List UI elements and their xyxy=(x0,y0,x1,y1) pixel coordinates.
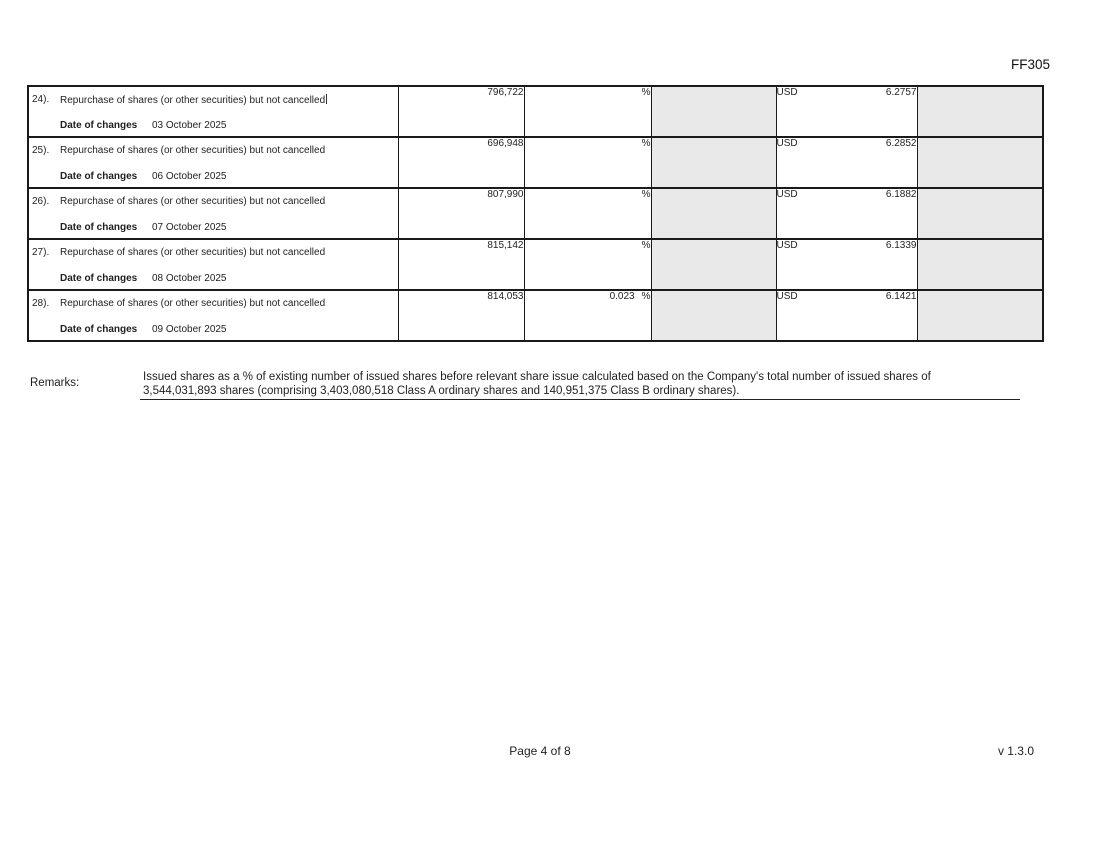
shares-number-field[interactable]: 696,948 xyxy=(398,137,524,188)
price-cell xyxy=(776,188,917,239)
disabled-cell xyxy=(651,188,776,239)
remarks-label: Remarks: xyxy=(30,377,80,389)
date-of-changes-label: Date of changes xyxy=(60,171,138,182)
date-of-changes-field[interactable]: 09 October 2025 xyxy=(152,324,227,335)
percent-sign: % xyxy=(641,87,651,98)
price-cell xyxy=(776,239,917,290)
shares-number-field[interactable]: 814,053 xyxy=(398,290,524,341)
disabled-cell xyxy=(651,290,776,341)
date-of-changes-label: Date of changes xyxy=(60,324,138,335)
event-type-text: Repurchase of shares (or other securities) but not cancelled xyxy=(60,95,326,106)
row-number: 26). xyxy=(32,196,50,207)
event-type-field[interactable] xyxy=(60,145,325,156)
event-type-text: Repurchase of shares (or other securities) but not cancelled xyxy=(60,196,326,207)
shares-number-field[interactable]: 815,142 xyxy=(398,239,524,290)
percent-cell xyxy=(524,86,651,137)
price-field[interactable]: 6.1882 xyxy=(885,189,917,200)
event-type-field[interactable] xyxy=(60,196,325,207)
form-code-label: FF305 xyxy=(1010,57,1050,72)
event-type-field[interactable] xyxy=(60,298,325,309)
date-of-changes-label: Date of changes xyxy=(60,222,138,233)
price-cell xyxy=(776,86,917,137)
price-cell xyxy=(776,137,917,188)
row-number: 27). xyxy=(32,247,50,258)
remarks-line1: Issued shares as a % of existing number of issued shares before relevant share issue calculated based on the Company's total number of issued shares of xyxy=(143,371,931,383)
price-field[interactable]: 6.2757 xyxy=(885,87,917,98)
event-type-field[interactable] xyxy=(60,247,325,258)
date-of-changes-label: Date of changes xyxy=(60,120,138,131)
event-type-field[interactable] xyxy=(60,94,327,106)
table-row xyxy=(28,239,1043,290)
disabled-cell xyxy=(917,137,1043,188)
percent-cell xyxy=(524,137,651,188)
shares-number-field[interactable]: 796,722 xyxy=(398,86,524,137)
event-type-text: Repurchase of shares (or other securities) but not cancelled xyxy=(60,247,326,258)
event-type-text: Repurchase of shares (or other securities) but not cancelled xyxy=(60,145,326,156)
date-of-changes-field[interactable]: 03 October 2025 xyxy=(152,120,227,131)
date-of-changes-label: Date of changes xyxy=(60,273,138,284)
text-caret xyxy=(326,94,327,104)
currency-label: USD xyxy=(776,87,798,98)
event-description-cell xyxy=(28,86,398,137)
table-row xyxy=(28,188,1043,239)
repurchase-table xyxy=(27,85,1044,342)
event-description-cell xyxy=(28,239,398,290)
disabled-cell xyxy=(917,290,1043,341)
currency-label: USD xyxy=(776,240,798,251)
table-row xyxy=(28,86,1043,137)
row-number: 28). xyxy=(32,298,50,309)
date-of-changes-field[interactable]: 08 October 2025 xyxy=(152,273,227,284)
event-description-cell xyxy=(28,290,398,341)
event-type-text: Repurchase of shares (or other securities) but not cancelled xyxy=(60,298,326,309)
percent-cell xyxy=(524,239,651,290)
percent-sign: % xyxy=(641,240,651,251)
date-of-changes-field[interactable]: 06 October 2025 xyxy=(152,171,227,182)
version-label: v 1.3.0 xyxy=(997,744,1034,758)
percent-sign: % xyxy=(641,138,651,149)
remarks-field[interactable] xyxy=(140,370,1020,400)
percent-cell xyxy=(524,188,651,239)
currency-label: USD xyxy=(776,291,798,302)
percent-sign: % xyxy=(641,189,651,200)
shares-number-field[interactable]: 807,990 xyxy=(398,188,524,239)
table-row xyxy=(28,290,1043,341)
disabled-cell xyxy=(917,239,1043,290)
price-cell xyxy=(776,290,917,341)
price-field[interactable]: 6.2852 xyxy=(885,138,917,149)
currency-label: USD xyxy=(776,189,798,200)
table-row xyxy=(28,137,1043,188)
disabled-cell xyxy=(917,86,1043,137)
event-description-cell xyxy=(28,137,398,188)
disabled-cell xyxy=(651,86,776,137)
price-field[interactable]: 6.1421 xyxy=(885,291,917,302)
page-number-label: Page 4 of 8 xyxy=(509,744,571,758)
disabled-cell xyxy=(651,239,776,290)
percent-sign: % xyxy=(641,291,651,302)
price-field[interactable]: 6.1339 xyxy=(885,240,917,251)
percent-value-field[interactable]: 0.023 xyxy=(609,291,635,302)
date-of-changes-field[interactable]: 07 October 2025 xyxy=(152,222,227,233)
event-description-cell xyxy=(28,188,398,239)
percent-cell xyxy=(524,290,651,341)
row-number: 24). xyxy=(32,94,50,105)
disabled-cell xyxy=(651,137,776,188)
remarks-line2: 3,544,031,893 shares (comprising 3,403,080,518 Class A ordinary shares and 140,951,375 Class B ordinary shares). xyxy=(140,384,1020,400)
disabled-cell xyxy=(917,188,1043,239)
row-number: 25). xyxy=(32,145,50,156)
currency-label: USD xyxy=(776,138,798,149)
